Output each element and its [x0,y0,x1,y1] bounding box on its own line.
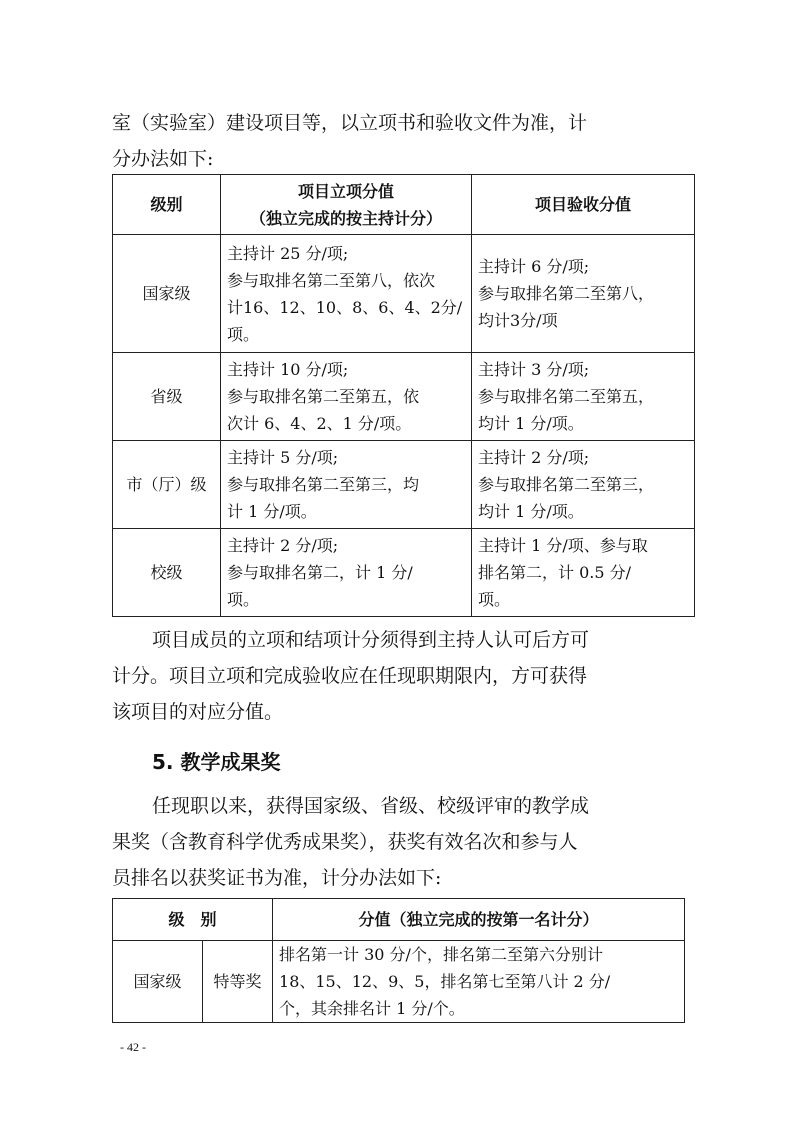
cell-line: 参与取排名第二至第三， [478,475,655,494]
header-level: 级 别 [113,899,273,941]
header-acceptance: 项目验收分值 [472,175,695,235]
text-line: 员排名以获奖证书为准，计分办法如下: [112,867,442,889]
row-level: 国家级 [113,941,203,1023]
cell-line: 主持计 2 分/项; [478,448,590,467]
cell-line: 主持计 2 分/项; [227,536,339,555]
cell-line: 均计 1 分/项。 [478,414,584,433]
table-row [113,353,695,441]
row-approval [221,235,472,353]
cell-line: 主持计 5 分/项; [227,448,339,467]
row-grade: 特等奖 [203,941,273,1023]
cell-line: 主持计 25 分/项; [227,243,349,263]
row-approval [221,441,472,529]
text-line: 项目成员的立项和结项计分须得到主持人认可后方可 [152,629,590,651]
cell-line: 18、15、12、9、5，排名第七至第八计 2 分/ [279,972,611,991]
cell-line: 个，其余排名计 1 分/个。 [279,999,465,1018]
header-approval-line1: 项目立项分值 [297,181,394,201]
intro-paragraph [112,105,678,177]
table-row [113,529,695,617]
row-level: 市（厅）级 [113,441,221,529]
cell-line: 计16、12、10、8、6、4、2分/ [227,297,463,317]
table-header-row [113,175,695,235]
cell-line: 计 1 分/项。 [227,502,317,521]
cell-line: 主持计 3 分/项; [478,360,590,379]
header-approval [221,175,472,235]
header-level: 级别 [113,175,221,235]
award-score-table [112,898,685,1023]
cell-line: 主持计 10 分/项; [227,360,349,379]
cell-line: 参与取排名第二至第三，均 [227,475,420,494]
cell-line: 均计3分/项 [478,311,558,330]
cell-line: 参与取排名第二至第八， [478,284,655,303]
text-line: 该项目的对应分值。 [112,701,284,723]
project-score-table [112,174,695,617]
row-acceptance [472,529,695,617]
cell-line: 排名第一计 30 分/个，排名第二至第六分别计 [279,945,603,964]
text-line: 室（实验室）建设项目等，以立项书和验收文件为准，计 [112,112,588,134]
row-approval [221,529,472,617]
cell-line: 主持计 1 分/项、参与取 [478,536,648,555]
cell-line: 参与取排名第二至第八，依次 [227,270,436,290]
header-approval-line2: （独立完成的按主持计分） [249,208,442,228]
cell-line: 次计 6、4、2、1 分/项。 [227,414,412,433]
section-heading: 5. 教学成果奖 [152,750,281,774]
row-level: 校级 [113,529,221,617]
cell-line: 项。 [478,590,511,609]
cell-line: 项。 [227,590,260,609]
cell-line: 均计 1 分/项。 [478,502,584,521]
row-acceptance [472,353,695,441]
cell-line: 主持计 6 分/项; [478,257,590,276]
text-line: 果奖（含教育科学优秀成果奖），获奖有效名次和参与人 [112,831,578,853]
table-row [113,941,685,1023]
cell-line: 参与取排名第二，计 1 分/ [227,563,413,582]
page-number: - 42 - [120,1040,146,1054]
row-value [273,941,685,1023]
member-score-paragraph [112,622,678,730]
cell-line: 参与取排名第二至第五，依 [227,387,420,406]
table-row [113,441,695,529]
row-acceptance [472,235,695,353]
row-level: 省级 [113,353,221,441]
cell-line: 参与取排名第二至第五， [478,387,655,406]
cell-line: 项。 [227,324,260,344]
table-header-row [113,899,685,941]
row-level: 国家级 [113,235,221,353]
text-line: 分办法如下: [112,148,214,170]
text-line: 任现职以来，获得国家级、省级、校级评审的教学成 [152,795,590,817]
teaching-award-paragraph [112,788,678,896]
text-line: 计分。项目立项和完成验收应在任现职期限内，方可获得 [112,665,588,687]
header-value: 分值（独立完成的按第一名计分） [273,899,685,941]
row-approval [221,353,472,441]
cell-line: 排名第二，计 0.5 分/ [478,563,632,582]
table-row [113,235,695,353]
row-acceptance [472,441,695,529]
